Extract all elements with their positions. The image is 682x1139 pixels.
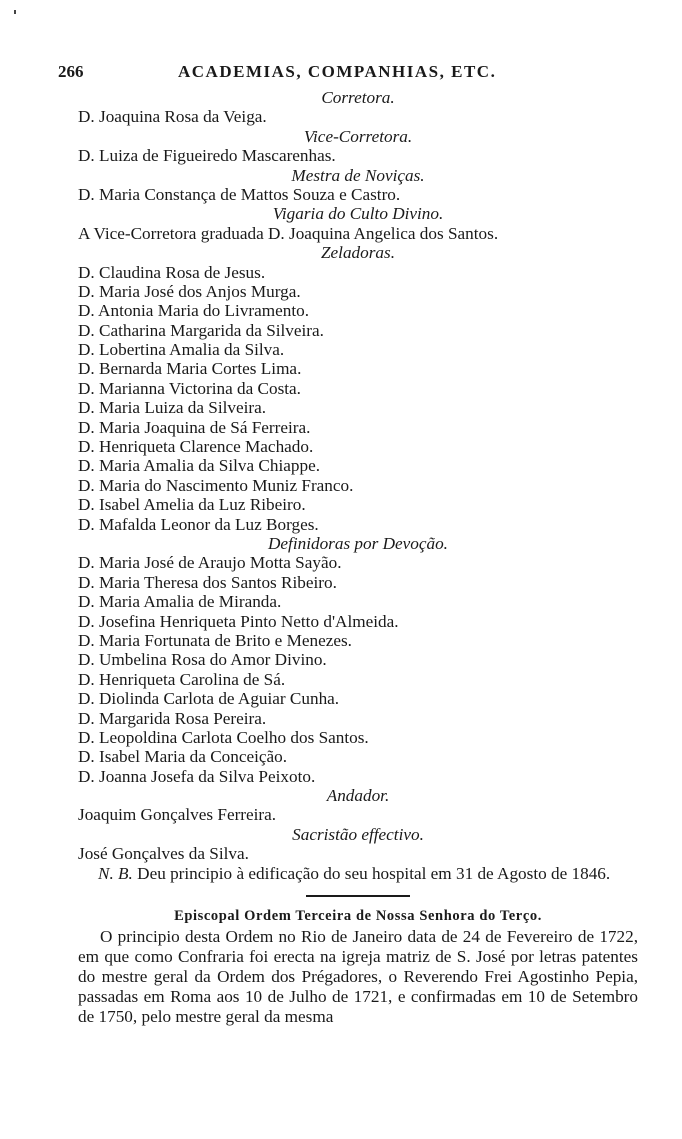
member-entry: D. Claudina Rosa de Jesus. [78,262,266,282]
member-entry: D. Maria José dos Anjos Murga. [78,281,301,301]
member-entry: D. Mafalda Leonor da Luz Borges. [78,514,319,534]
member-entry: D. Umbelina Rosa do Amor Divino. [78,650,327,670]
margin-mark [14,10,16,14]
member-entry: D. Catharina Margarida da Silveira. [78,320,324,340]
next-section-title: Episcopal Ordem Terceira de Nossa Senhora do Terço. [174,908,542,925]
page-number: 266 [58,62,84,81]
member-entry: D. Maria Constança de Mattos Souza e Castro. [78,184,401,204]
member-entry: D. Bernarda Maria Cortes Lima. [78,359,302,379]
member-entry: D. Diolinda Carlota de Aguiar Cunha. [78,689,340,709]
member-entry: D. Isabel Amelia da Luz Ribeiro. [78,495,306,515]
member-entry: D. Maria Luiza da Silveira. [78,398,267,418]
member-entry: D. Antonia Maria do Livramento. [78,301,310,321]
section-title: Zeladoras. [320,243,395,263]
section-title: Vigaria do Culto Divino. [272,204,444,224]
member-entry: D. Lobertina Amalia da Silva. [78,340,285,360]
member-entry: D. Maria Amalia de Miranda. [78,592,282,612]
running-title: ACADEMIAS, COMPANHIAS, ETC. [178,62,497,81]
note-text: Deu principio à edificação do seu hospital em 31 de Agosto de 1846. [137,863,611,883]
section-title: Andador. [326,786,390,806]
section-title: Definidoras por Devoção. [268,533,448,553]
member-entry: A Vice-Corretora graduada D. Joaquina Angelica dos Santos. [78,223,499,243]
member-entry: D. Josefina Henriqueta Pinto Netto d'Almeida. [78,611,399,631]
section-title: Mestra de Noviças. [291,165,425,185]
member-entry: D. Maria do Nascimento Muniz Franco. [78,475,354,495]
member-entry: D. Joanna Josefa da Silva Peixoto. [78,766,316,786]
section-divider [306,895,410,897]
member-entry: José Gonçalves da Silva. [78,844,249,864]
member-entry: D. Marianna Victorina da Costa. [78,378,301,398]
note-label: N. B. [98,863,133,883]
member-entry: D. Margarida Rosa Pereira. [78,708,267,728]
section-title: Corretora. [321,88,395,107]
member-entry: D. Luiza de Figueiredo Mascarenhas. [78,146,336,166]
member-entry: D. Maria José de Araujo Motta Sayão. [78,553,342,573]
member-entry: D. Maria Joaquina de Sá Ferreira. [78,417,311,437]
member-entry: D. Maria Amalia da Silva Chiappe. [78,456,321,476]
member-entry: D. Maria Theresa dos Santos Ribeiro. [78,572,337,592]
page-header [58,62,643,82]
member-entry: D. Maria Fortunata de Brito e Menezes. [78,630,352,650]
member-entry: D. Henriqueta Carolina de Sá. [78,669,286,689]
member-entry: D. Joaquina Rosa da Veiga. [78,107,267,127]
section-title: Sacristão effectivo. [292,824,424,844]
member-entry: D. Leopoldina Carlota Coelho dos Santos. [78,727,369,747]
next-section-paragraph: O principio desta Ordem no Rio de Janeiro data de 24 de Fevereiro de 1722, em que como Confraria foi erecta na igreja matriz de S. José por letras patentes do mestre geral da Ordem dos Prégadores, o Reverendo Frei Agostinho Pepia, passadas em Roma aos 10 de Julho de 1721, e confirmadas em 10 de Setembro de 1750, pelo mestre geral da mesma [78,927,638,1027]
member-entry: D. Henriqueta Clarence Machado. [78,437,314,457]
document-body [78,88,638,1027]
note-block [78,864,638,883]
member-entry: Joaquim Gonçalves Ferreira. [78,805,277,825]
member-entry: D. Isabel Maria da Conceição. [78,747,288,767]
section-title: Vice-Corretora. [303,126,413,146]
